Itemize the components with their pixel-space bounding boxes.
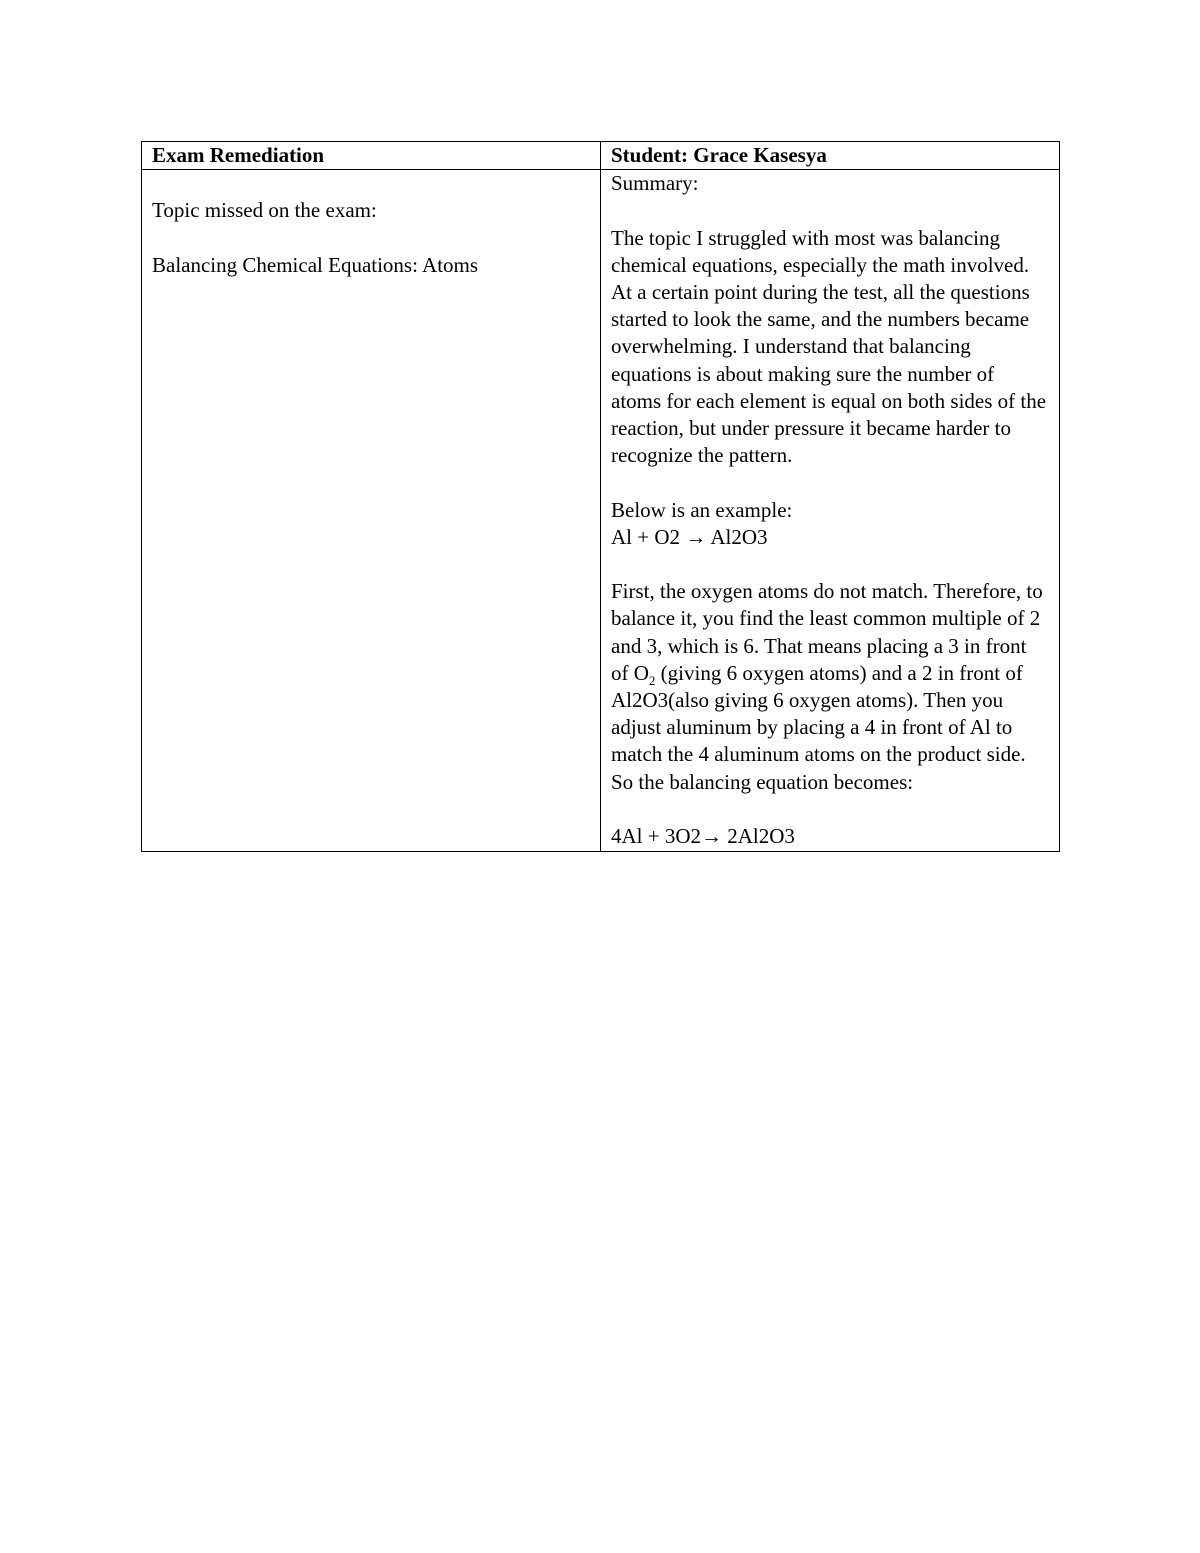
topic-label: Topic missed on the exam: <box>152 198 377 223</box>
table-header-row <box>142 142 1060 170</box>
topic-cell <box>142 170 601 852</box>
explanation-text-part1: First, the oxygen atoms do not match. Therefore, to balance it, you find the least common multiple of 2 and 3, which is 6. That means placing a 3 in front of O <box>611 579 1043 685</box>
spacer <box>611 469 1049 496</box>
spacer <box>611 796 1049 823</box>
example-label: Below is an example: <box>611 497 793 522</box>
summary-paragraph: The topic I struggled with most was balancing chemical equations, especially the math involved. At a certain point during the test, all the questions started to look the same, and the numbers became overwhelming. I understand that balancing equations is about making sure the number of atoms for each element is equal on both sides of the reaction, but under pressure it became harder to recognize the pattern. <box>611 225 1047 468</box>
remediation-table <box>141 141 1060 852</box>
spacer <box>611 197 1049 224</box>
spacer <box>152 225 590 252</box>
summary-label: Summary: <box>611 171 699 196</box>
final-equation: 4Al + 3O2→ 2Al2O3 <box>611 824 795 849</box>
table-body-row <box>142 170 1060 852</box>
explanation-paragraph <box>611 578 1049 796</box>
spacer <box>152 170 590 197</box>
spacer <box>611 551 1049 578</box>
example-equation: Al + O2 → Al2O3 <box>611 524 768 549</box>
explanation-text-part2: (giving 6 oxygen atoms) and a 2 in front of Al2O3(also giving 6 oxygen atoms). Then you adjust aluminum by placing a 4 in front of Al to match the 4 aluminum atoms on the product side. So the balancing equation becomes: <box>611 660 1026 794</box>
student-name-heading: Student: Grace Kasesya <box>601 142 1060 170</box>
oxygen-subscript: 2 <box>648 673 656 688</box>
summary-cell <box>601 170 1060 852</box>
exam-remediation-heading: Exam Remediation <box>142 142 601 170</box>
topic-value: Balancing Chemical Equations: Atoms <box>152 252 479 277</box>
